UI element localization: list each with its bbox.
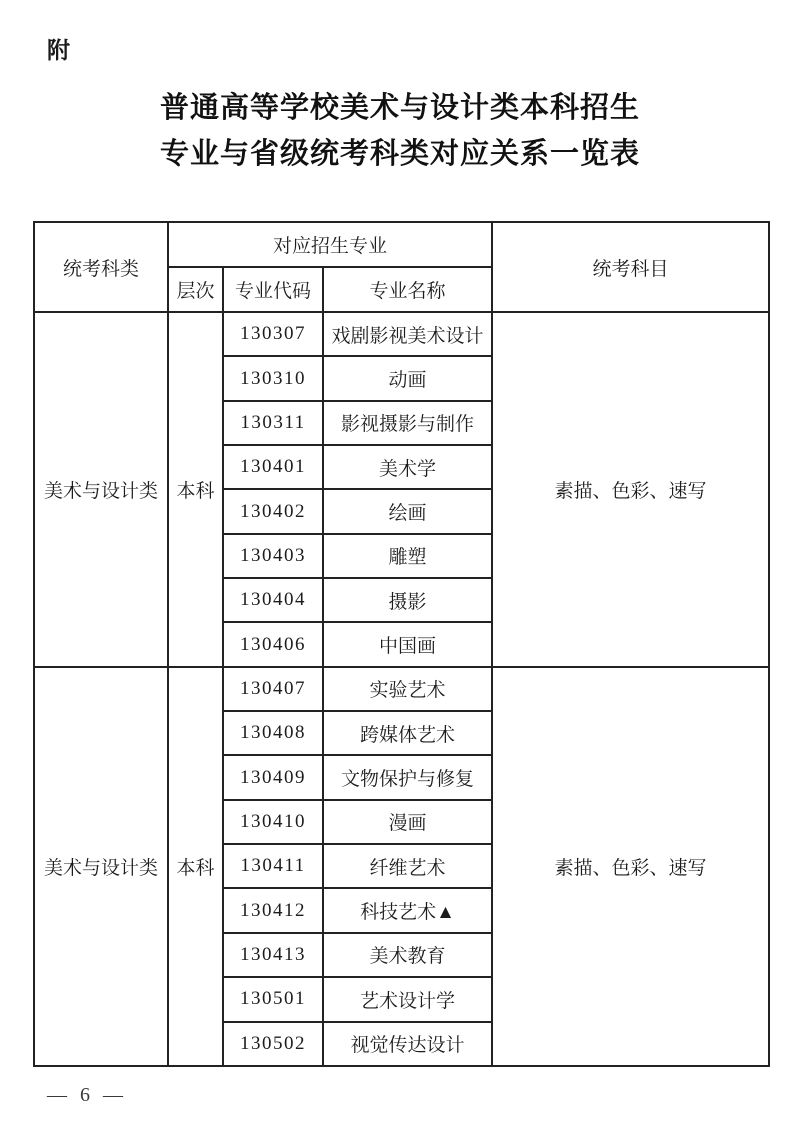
header-exam-subjects: 统考科目 [492,222,769,312]
major-name: 文物保护与修复 [323,755,492,799]
major-code: 130411 [223,844,323,888]
major-code: 130311 [223,401,323,445]
header-major-name: 专业名称 [323,267,492,312]
page-number: — 6 — [47,1084,127,1106]
page-title-line1: 普通高等学校美术与设计类本科招生 [159,92,640,124]
table-row [34,312,769,356]
major-name: 中国画 [323,622,492,666]
major-name: 跨媒体艺术 [323,711,492,755]
exam-subjects-cell: 素描、色彩、速写 [492,312,769,667]
major-code: 130413 [223,933,323,977]
table-row [34,667,769,711]
major-code: 130402 [223,489,323,533]
exam-category-cell: 美术与设计类 [34,667,168,1066]
header-corresponding-majors: 对应招生专业 [168,222,492,267]
page-title [0,85,800,177]
header-level: 层次 [168,267,223,312]
major-name: 实验艺术 [323,667,492,711]
major-code: 130408 [223,711,323,755]
level-cell: 本科 [168,312,223,667]
major-name: 艺术设计学 [323,977,492,1021]
exam-category-cell: 美术与设计类 [34,312,168,667]
major-name: 美术教育 [323,933,492,977]
major-code: 130404 [223,578,323,622]
major-code: 130407 [223,667,323,711]
exam-subjects-cell: 素描、色彩、速写 [492,667,769,1066]
majors-table [33,221,770,1067]
major-code: 130401 [223,445,323,489]
major-name: 摄影 [323,578,492,622]
table-body [34,312,769,1066]
major-name: 纤维艺术 [323,844,492,888]
major-code: 130410 [223,800,323,844]
major-code: 130501 [223,977,323,1021]
major-code: 130409 [223,755,323,799]
major-name: 漫画 [323,800,492,844]
major-name: 影视摄影与制作 [323,401,492,445]
major-code: 130307 [223,312,323,356]
major-code: 130502 [223,1022,323,1067]
major-name: 雕塑 [323,534,492,578]
major-code: 130403 [223,534,323,578]
major-name: 动画 [323,356,492,400]
header-exam-category: 统考科类 [34,222,168,312]
major-code: 130406 [223,622,323,666]
major-name: 视觉传达设计 [323,1022,492,1067]
major-name: 美术学 [323,445,492,489]
table-header [34,222,769,312]
page-title-line2: 专业与省级统考科类对应关系一览表 [159,138,640,170]
major-code: 130310 [223,356,323,400]
header-major-code: 专业代码 [223,267,323,312]
major-name: 科技艺术▲ [323,888,492,932]
major-name: 绘画 [323,489,492,533]
header-row-1 [34,222,769,267]
major-code: 130412 [223,888,323,932]
level-cell: 本科 [168,667,223,1066]
attachment-label: 附 [47,38,71,63]
major-name: 戏剧影视美术设计 [323,312,492,356]
